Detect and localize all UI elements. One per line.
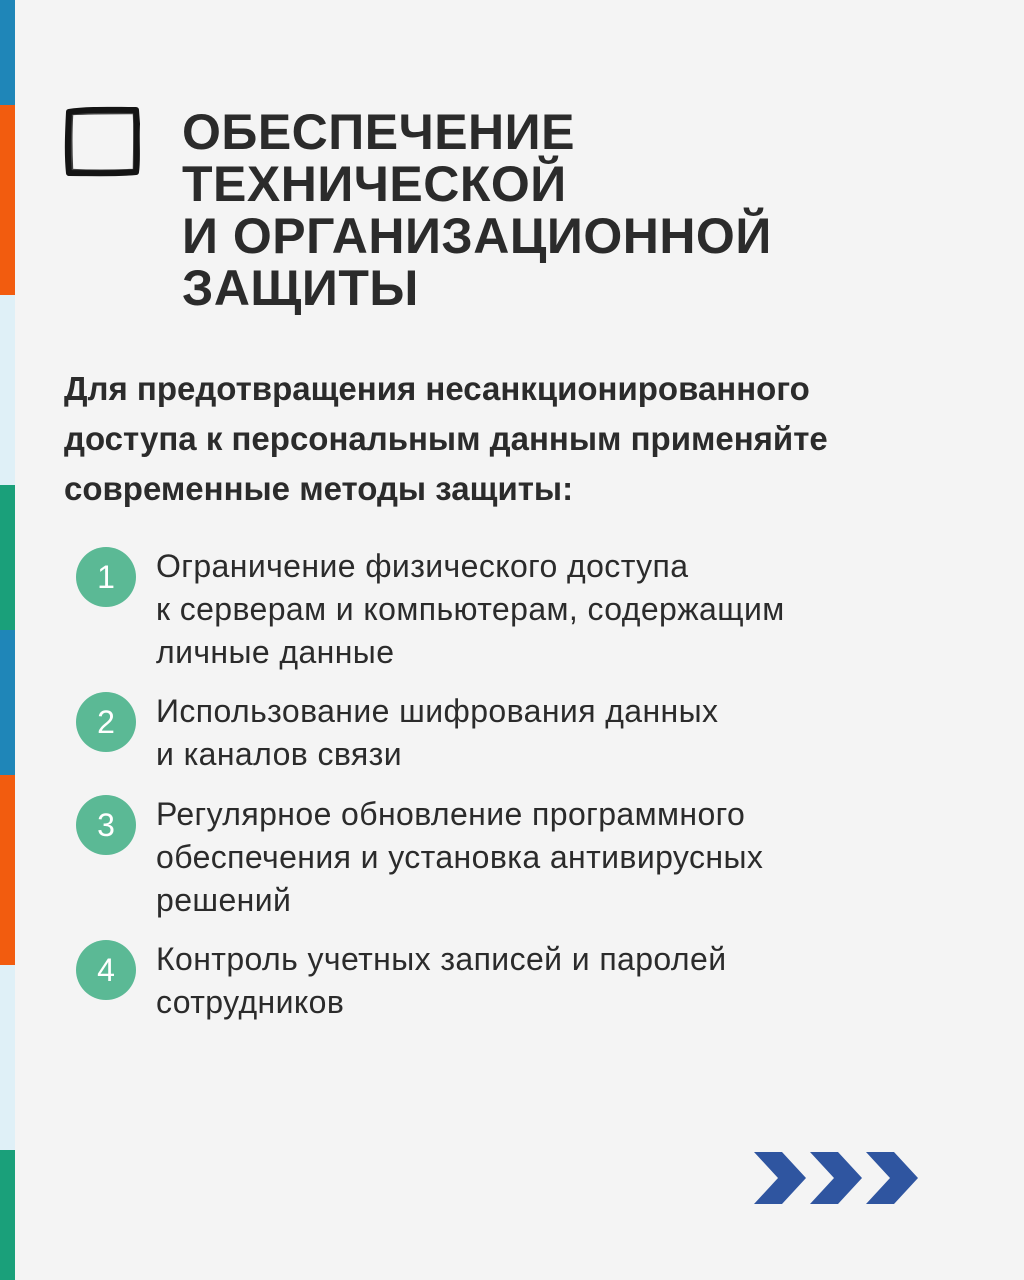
edge-color-strip (0, 0, 15, 1280)
list-item-line: Регулярное обновление программного (156, 796, 746, 832)
intro-line: доступа к персональным данным применяйте (64, 420, 828, 457)
list-item-line: Ограничение физического доступа (156, 548, 689, 584)
triple-chevron-right-icon[interactable] (752, 1152, 922, 1204)
title-line: И ОРГАНИЗАЦИОННОЙ (182, 208, 772, 264)
number-badge: 1 (76, 547, 136, 607)
list-item-line: Использование шифрования данных (156, 693, 719, 729)
edge-segment-orange (0, 775, 15, 965)
intro-text (64, 364, 964, 514)
list-item-line: решений (156, 882, 292, 918)
list-item-line: обеспечения и установка антивирусных (156, 839, 764, 875)
edge-segment-light (0, 965, 15, 1150)
list-item-text (156, 793, 763, 922)
edge-segment-light (0, 295, 15, 485)
list-item-text (156, 690, 718, 776)
intro-line: Для предотвращения несанкционированного (64, 370, 810, 407)
number-badge: 3 (76, 795, 136, 855)
checkbox-icon (62, 104, 142, 178)
title-line: ЗАЩИТЫ (182, 260, 419, 316)
edge-segment-orange (0, 105, 15, 295)
intro-line: современные методы защиты: (64, 470, 574, 507)
number-badge: 4 (76, 940, 136, 1000)
number-badge: 2 (76, 692, 136, 752)
title-line: ТЕХНИЧЕСКОЙ (182, 156, 567, 212)
edge-segment-blue (0, 0, 15, 105)
list-item-line: к серверам и компьютерам, содержащим (156, 591, 785, 627)
list-item-text (156, 938, 726, 1024)
list-item-line: личные данные (156, 634, 395, 670)
list-item-line: Контроль учетных записей и паролей (156, 941, 727, 977)
chevron-right-icon (810, 1152, 862, 1204)
list-item-line: сотрудников (156, 984, 345, 1020)
edge-segment-green (0, 485, 15, 630)
page-title (182, 106, 772, 314)
chevron-right-icon (866, 1152, 918, 1204)
chevron-right-icon (754, 1152, 806, 1204)
list-item-line: и каналов связи (156, 736, 402, 772)
edge-segment-green (0, 1150, 15, 1280)
title-line: ОБЕСПЕЧЕНИЕ (182, 104, 575, 160)
list-item-text (156, 545, 785, 674)
edge-segment-blue (0, 630, 15, 775)
